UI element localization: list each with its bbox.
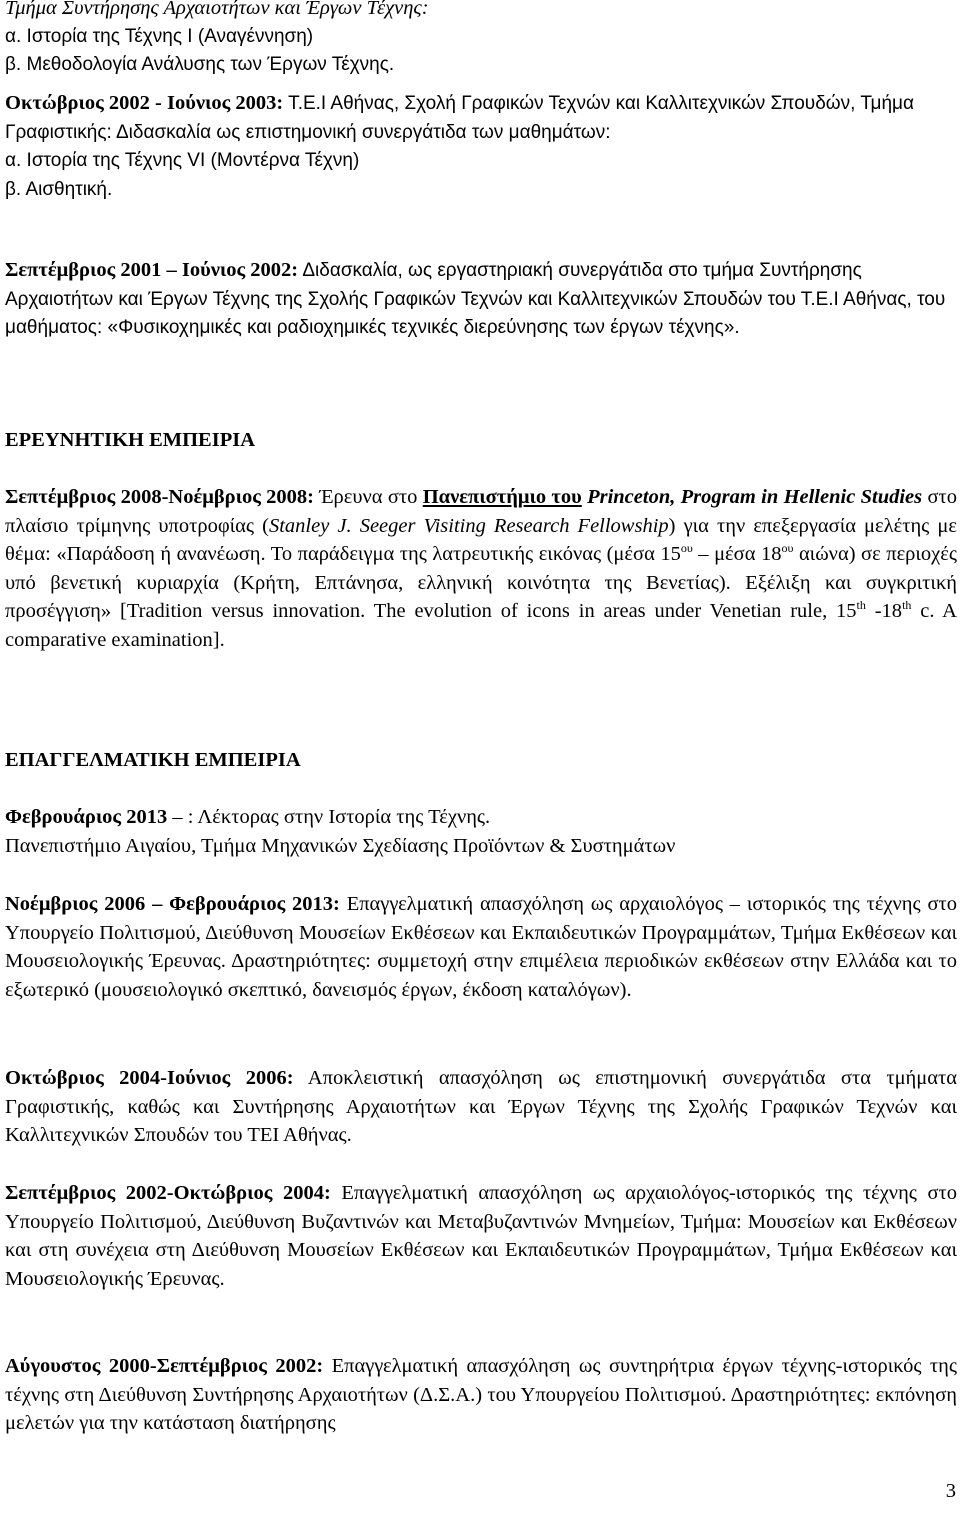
- teaching-courses-block: [5, 0, 957, 80]
- entry-text: -18: [865, 600, 903, 623]
- professional-entry: [5, 803, 957, 860]
- professional-heading: ΕΠΑΓΓΕΛΜΑΤΙΚΗ ΕΜΠΕΙΡΙΑ: [5, 749, 301, 771]
- university-name: Πανεπιστήμιο του: [422, 486, 582, 508]
- entry-text: c. A comparative examination].: [5, 600, 957, 651]
- entry-description: Επαγγελματική απασχόληση ως αρχαιολόγος – ιστορικός της τέχνης στο Υπουργείο Πολιτισμού, Διεύθυνση Μουσείων Εκθέσεων και Εκπαιδευτικών Προγραμμάτων, Τμήμα Εκθέσεων και Μουσειολογικής Έρευνας. Δραστηριότητες: συμμετοχή στην επιμέλεια περιοδικών εκθέσεων στην Ελλάδα και το εξωτερικό (μουσειολογικό σκεπτικό, δανεισμός έργων, έκδοση καταλόγων).: [5, 893, 957, 1001]
- entry-date: Σεπτέμβριος 2002-Οκτώβριος 2004:: [5, 1182, 331, 1204]
- superscript: th: [902, 598, 912, 613]
- entry-description: Αποκλειστική απασχόληση ως επιστημονική συνεργάτιδα στα τμήματα Γραφιστικής, καθώς και Συντήρησης Αρχαιοτήτων και Έργων Τέχνης της Σχολής Γραφικών Τεχνών και Καλλιτεχνικών Σπουδών του ΤΕΙ Αθήνας.: [5, 1067, 957, 1147]
- research-heading: ΕΡΕΥΝΗΤΙΚΗ ΕΜΠΕΙΡΙΑ: [5, 429, 256, 451]
- teaching-entry: [5, 256, 957, 343]
- department-line: Τμήμα Συντήρησης Αρχαιοτήτων και Έργων Τέχνης:: [5, 0, 429, 19]
- course-line: α. Ιστορία της Τέχνης VI (Μοντέρνα Τέχνη): [5, 150, 360, 172]
- entry-line: Πανεπιστήμιο Αιγαίου, Τμήμα Μηχανικών Σχεδίασης Προϊόντων & Συστημάτων: [5, 834, 676, 857]
- superscript: ου: [680, 541, 693, 556]
- entry-text: Έρευνα στο: [314, 486, 423, 508]
- professional-entry: [5, 1064, 957, 1150]
- entry-description: Τ.Ε.Ι Αθήνας, Σχολή Γραφικών Τεχνών και Καλλιτεχνικών Σπουδών, Τμήμα Γραφιστικής: Διδασκαλία ως επιστημονική συνεργάτιδα των μαθημάτων:: [5, 93, 914, 143]
- course-line: β. Αισθητική.: [5, 178, 113, 200]
- program-name: Princeton, Program in Hellenic Studies: [587, 486, 923, 508]
- course-line: β. Μεθοδολογία Ανάλυσης των Έργων Τέχνης.: [5, 54, 395, 76]
- entry-text: ) για την επεξεργασία μελέτης με θέμα: «Παράδοση ή ανανέωση. Το παράδειγμα της λατρευτικής εικόνας (μέσα 15: [5, 514, 957, 566]
- superscript: th: [856, 598, 866, 613]
- research-entry: [5, 483, 957, 655]
- entry-description: – : Λέκτορας στην Ιστορία της Τέχνης.: [167, 806, 491, 828]
- entry-text: στο πλαίσιο τρίμηνης υποτροφίας (: [5, 486, 957, 537]
- entry-date: Σεπτέμβριος 2008-Νοέμβριος 2008:: [5, 486, 314, 508]
- superscript: ου: [781, 541, 794, 556]
- entry-date: Σεπτέμβριος 2001 – Ιούνιος 2002:: [5, 259, 299, 281]
- entry-date: Νοέμβριος 2006 – Φεβρουάριος 2013:: [5, 893, 340, 915]
- professional-entry: [5, 1352, 957, 1438]
- professional-entry: [5, 890, 957, 1004]
- entry-date: Οκτώβριος 2004-Ιούνιος 2006:: [5, 1067, 294, 1089]
- teaching-entry: [5, 89, 957, 204]
- fellowship-name: Stanley J. Seeger Visiting Research Fellowship: [268, 514, 669, 537]
- course-line: α. Ιστορία της Τέχνης Ι (Αναγέννηση): [5, 25, 314, 47]
- teaching-entry-text: [5, 89, 957, 147]
- entry-date: Φεβρουάριος 2013: [5, 806, 168, 828]
- entry-description: Διδασκαλία, ως εργαστηριακή συνεργάτιδα στο τμήμα Συντήρησης Αρχαιοτήτων και Έργων Τέχνης της Σχολής Γραφικών Τεχνών και Καλλιτεχνικών Σπουδών του Τ.Ε.Ι Αθήνας, του μαθήματος: «Φυσικοχημικές και ραδιοχημικές τεχνικές διερεύνησης των έργων τέχνης».: [5, 260, 946, 339]
- entry-date: Οκτώβριος 2002 - Ιούνιος 2003:: [5, 92, 284, 114]
- entry-line: [5, 803, 957, 832]
- entry-description: Επαγγελματική απασχόληση ως συντηρήτρια έργων τέχνης-ιστορικός της τέχνης στη Διεύθυνση Συντήρησης Αρχαιοτήτων (Δ.Σ.Α.) του Υπουργείου Πολιτισμού. Δραστηριότητες: εκπόνηση μελετών για την κατάσταση διατήρησης: [5, 1355, 957, 1435]
- entry-text: αιώνα) σε περιοχές υπό βενετική κυριαρχία (Κρήτη, Επτάνησα, ελληνική κοινότητα της Βενετίας). Εξέλιξη και συγκριτική προσέγγιση» [Tradition versus innovation. The evolution of icons in areas under Venetian rule, 15: [5, 543, 957, 623]
- entry-date: Αύγουστος 2000-Σεπτέμβριος 2002:: [5, 1355, 324, 1377]
- page-number: 3: [945, 1480, 956, 1502]
- entry-description: Επαγγελματική απασχόληση ως αρχαιολόγος-ιστορικός της τέχνης στο Υπουργείο Πολιτισμού, Διεύθυνση Βυζαντινών και Μεταβυζαντινών Μνημείων, Τμήμα: Μουσείων και Εκθέσεων και στη συνέχεια στη Διεύθυνση Μουσείων Εκθέσεων και Εκπαιδευτικών Προγραμμάτων, Τμήμα Εκθέσεων και Μουσειολογικής Έρευνας.: [5, 1182, 957, 1290]
- entry-text: – μέσα 18: [692, 543, 782, 566]
- professional-entry: [5, 1179, 957, 1293]
